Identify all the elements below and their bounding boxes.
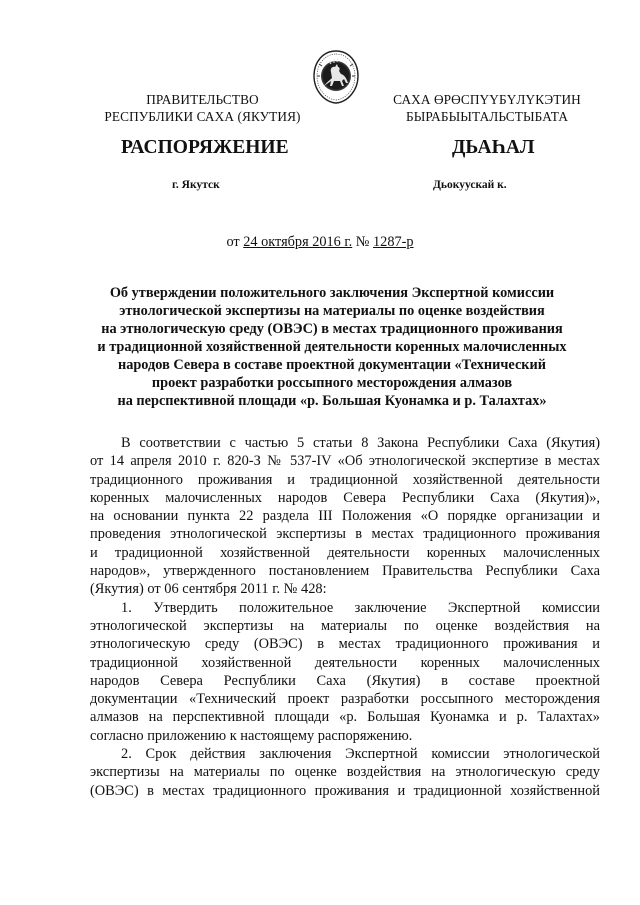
title-line: народов Севера в составе проектной документации «Технический bbox=[117, 357, 547, 373]
body-line: В соответствии с частью 5 статьи 8 Закона Республики Саха (Якутия) bbox=[121, 435, 600, 451]
body-line: традиционного проживания и традиционной хозяйственной деятельности bbox=[90, 471, 600, 488]
document-number: 1287-р bbox=[373, 234, 414, 250]
body-line: проведения этнологической экспертизы в местах традиционного проживания bbox=[90, 526, 600, 543]
clause-1-line: согласно приложению к настоящему распоряжению. bbox=[90, 727, 413, 744]
title-line: на этнологическую среду (ОВЭС) в местах традиционного проживания bbox=[101, 321, 563, 337]
body-line: народов», утвержденного постановлением Правительства Республики Саха bbox=[90, 563, 600, 580]
document-title bbox=[72, 284, 592, 410]
document-body bbox=[90, 434, 600, 800]
number-sign: № bbox=[355, 234, 370, 250]
body-line: коренных малочисленных народов Севера Республики Саха (Якутия)», bbox=[90, 489, 600, 506]
issuer-line-1: САХА ӨРӨСПҮҮБҮЛҮКЭТИН bbox=[393, 92, 581, 107]
coat-of-arms-sakha-icon bbox=[313, 50, 359, 104]
clause-1-line: алмазов на перспективной площади «р. Большая Куонамка и р. Талахтах» bbox=[90, 709, 600, 726]
body-line: (Якутия) от 06 сентября 2011 г. № 428: bbox=[90, 581, 327, 598]
title-line: Об утверждении положительного заключения Экспертной комиссии bbox=[109, 285, 555, 301]
issuer-line-2: БЫРАБЫЫТАЛЬСТЫБАТА bbox=[405, 109, 569, 124]
clause-1-line: этнологической экспертизы на материалы по оценке воздействия на bbox=[90, 617, 600, 634]
issuer-line-1: ПРАВИТЕЛЬСТВО bbox=[146, 92, 259, 107]
date-prefix: от bbox=[226, 234, 240, 250]
document-type-yakut: ДЬАҺАЛ bbox=[452, 137, 535, 158]
city-russian: г. Якутск bbox=[172, 179, 220, 191]
clause-1-line: этнологическую среду (ОВЭС) в местах традиционного проживания и bbox=[90, 636, 600, 653]
body-line: от 14 апреля 2010 г. 820-З № 537-IV «Об этнологической экспертизе в местах bbox=[90, 453, 600, 470]
document-type-russian: РАСПОРЯЖЕНИЕ bbox=[121, 137, 289, 158]
clause-2-line: экспертизы на материалы по оценке воздействия на этнологическую среду bbox=[90, 764, 600, 781]
body-line: и традиционной хозяйственной деятельности коренных малочисленных bbox=[90, 544, 600, 561]
clause-2-line: (ОВЭС) в местах традиционного проживания и традиционной хозяйственной bbox=[90, 782, 600, 799]
title-line: и традиционной хозяйственной деятельности коренных малочисленных bbox=[97, 339, 567, 355]
clause-1-line: документации «Технический проект разработки россыпного месторождения bbox=[90, 691, 600, 708]
clause-1-line: 1. Утвердить положительное заключение Экспертной комиссии bbox=[121, 599, 600, 616]
title-line: проект разработки россыпного месторождения алмазов bbox=[151, 375, 513, 391]
title-line: этнологической экспертизы на материалы по оценке воздействия bbox=[119, 303, 545, 319]
issuer-name-russian bbox=[100, 91, 305, 125]
city-yakut: Дьокуускай к. bbox=[433, 179, 507, 191]
document-date-line bbox=[0, 234, 640, 251]
title-line: на перспективной площади «р. Большая Куонамка и р. Талахтах» bbox=[117, 393, 547, 409]
document-date: 24 октября 2016 г. bbox=[243, 234, 353, 250]
body-line: на основании пункта 22 раздела III Положения «О порядке организации и bbox=[90, 508, 600, 525]
issuer-name-yakut bbox=[372, 91, 602, 125]
clause-1-line: народов Севера Республики Саха (Якутия) в составе проектной bbox=[90, 672, 600, 689]
clause-1-line: традиционной хозяйственной деятельности коренных малочисленных bbox=[90, 654, 600, 671]
issuer-line-2: РЕСПУБЛИКИ САХА (ЯКУТИЯ) bbox=[104, 109, 301, 124]
clause-2-line: 2. Срок действия заключения Экспертной комиссии этнологической bbox=[121, 746, 600, 763]
